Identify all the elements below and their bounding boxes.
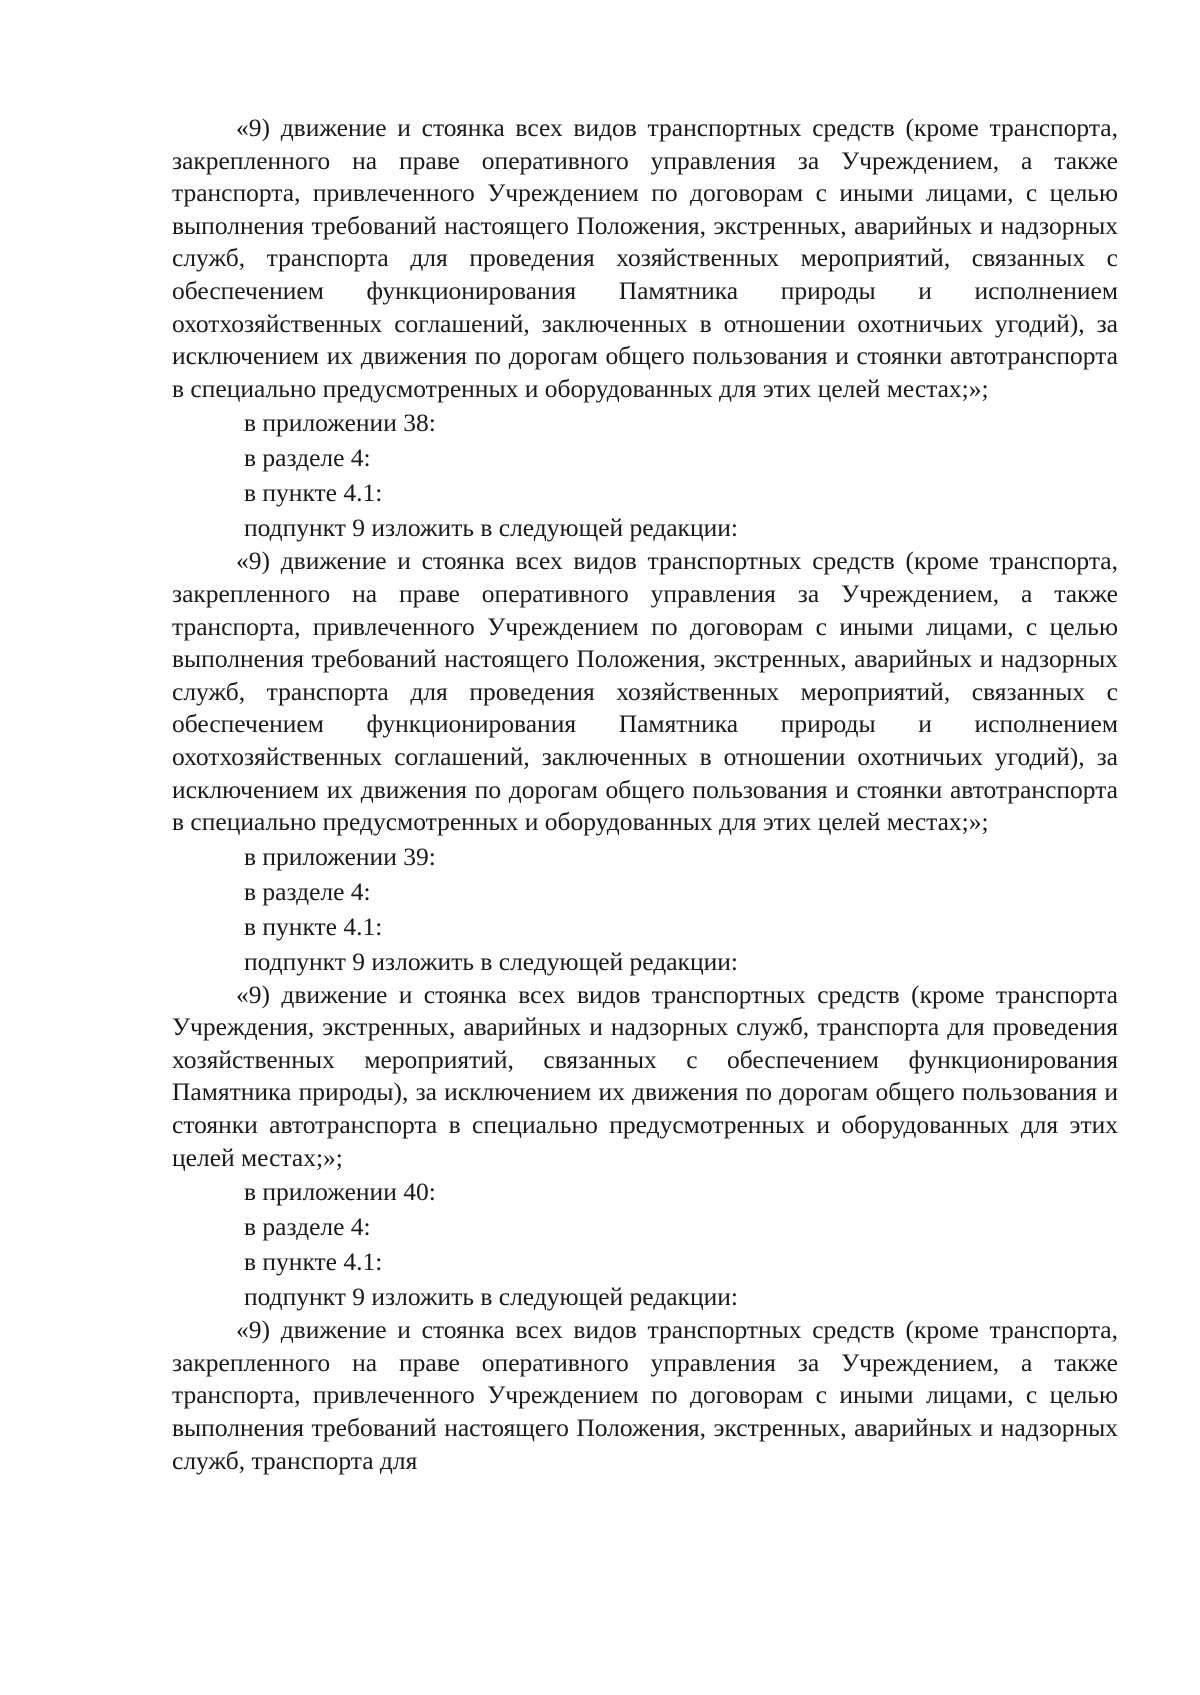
- paragraph-line: в разделе 4:: [244, 876, 371, 906]
- paragraph-line: в приложении 40:: [244, 1177, 436, 1207]
- paragraph-line: в приложении 39:: [244, 841, 436, 871]
- paragraph-line: в пункте 4.1:: [244, 911, 383, 941]
- paragraph-quote: «9) движение и стоянка всех видов транспортных средств (кроме транспорта, закрепленного на праве оперативного управления за Учреждением, а также транспорта, привлеченного Учреждением по договорам с иными лицами, с целью выполнения требований настоящего Положения, экстренных, аварийных и надзорных служб, транспорта для проведения хозяйственных мероприятий, связанных с обеспечением функционирования Памятника природы и исполнением охотхозяйственных соглашений, заключенных в отношении охотничьих угодий), за исключением их движения по дорогам общего пользования и стоянки автотранспорта в специально предусмотренных и оборудованных для этих целей местах;»;: [172, 113, 1118, 403]
- paragraph-line: в приложении 38:: [244, 408, 436, 438]
- paragraph-line: подпункт 9 изложить в следующей редакции:: [244, 1282, 738, 1312]
- paragraph-quote: «9) движение и стоянка всех видов транспортных средств (кроме транспорта, закрепленного на праве оперативного управления за Учреждением, а также транспорта, привлеченного Учреждением по договорам с иными лицами, с целью выполнения требований настоящего Положения, экстренных, аварийных и надзорных служб, транспорта для: [172, 1315, 1118, 1475]
- paragraph-line: подпункт 9 изложить в следующей редакции:: [244, 946, 738, 976]
- paragraph-line: в пункте 4.1:: [244, 1247, 383, 1277]
- paragraph-quote: «9) движение и стоянка всех видов транспортных средств (кроме транспорта Учреждения, экстренных, аварийных и надзорных служб, транспорта для проведения хозяйственных мероприятий, связанных с обеспечением функционирования Памятника природы), за исключением их движения по дорогам общего пользования и стоянки автотранспорта в специально предусмотренных и оборудованных для этих целей местах;»;: [172, 979, 1118, 1172]
- paragraph-line: в разделе 4:: [244, 443, 371, 473]
- paragraph-line: подпункт 9 изложить в следующей редакции:: [244, 513, 738, 543]
- paragraph-quote: «9) движение и стоянка всех видов транспортных средств (кроме транспорта, закрепленного на праве оперативного управления за Учреждением, а также транспорта, привлеченного Учреждением по договорам с иными лицами, с целью выполнения требований настоящего Положения, экстренных, аварийных и надзорных служб, транспорта для проведения хозяйственных мероприятий, связанных с обеспечением функционирования Памятника природы и исполнением охотхозяйственных соглашений, заключенных в отношении охотничьих угодий), за исключением их движения по дорогам общего пользования и стоянки автотранспорта в специально предусмотренных и оборудованных для этих целей местах;»;: [172, 546, 1118, 837]
- paragraph-line: в пункте 4.1:: [244, 478, 383, 508]
- paragraph-line: в разделе 4:: [244, 1212, 371, 1242]
- document-body: [172, 112, 1118, 1477]
